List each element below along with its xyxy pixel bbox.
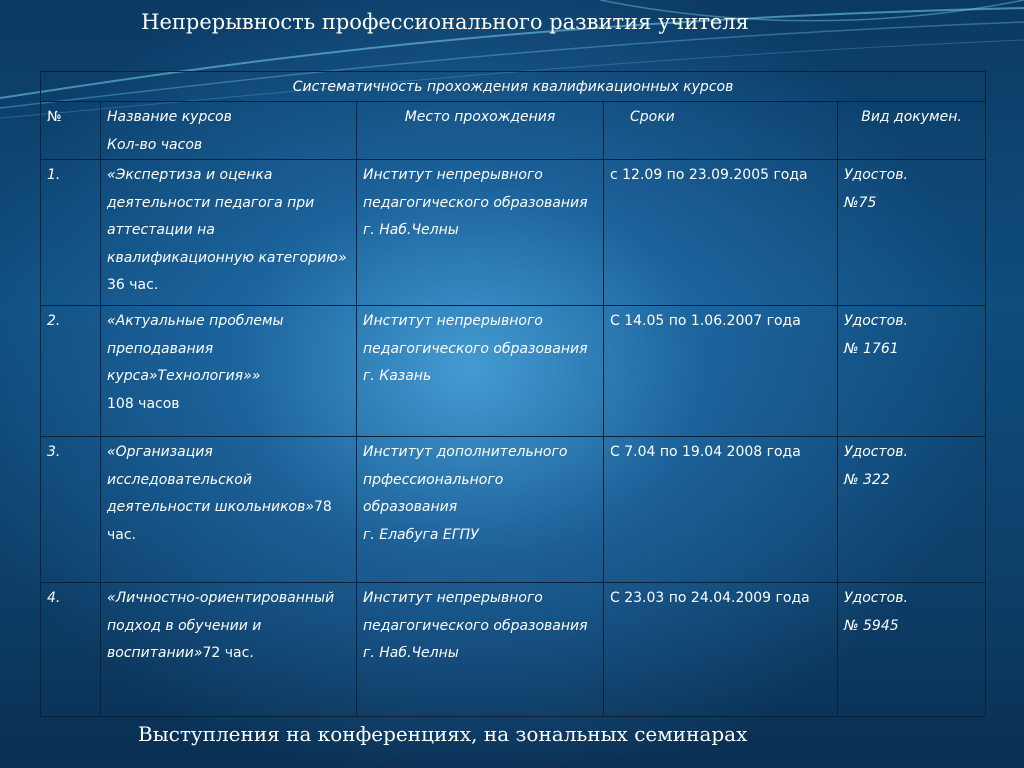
header-num: № [41, 102, 101, 160]
row-course [101, 583, 357, 717]
slide-title: Непрерывность профессионального развития учителя [141, 10, 749, 34]
row-place: Институт непрерывного педагогического образования г. Казань [357, 306, 604, 437]
table-row [41, 160, 986, 306]
row-course [101, 437, 357, 583]
row-doc: Удостов. № 5945 [838, 583, 986, 717]
header-dates: Сроки [604, 102, 838, 160]
row-dates: С 23.03 по 24.04.2009 года [604, 583, 838, 717]
row-num: 1. [41, 160, 101, 306]
row-doc: Удостов. № 322 [838, 437, 986, 583]
header-doc: Вид докумен. [838, 102, 986, 160]
row-doc: Удостов. № 1761 [838, 306, 986, 437]
course-name: «Организация исследовательской деятельности школьников» [107, 444, 314, 515]
row-course [101, 306, 357, 437]
course-name: «Личностно-ориентированный подход в обучении и воспитании» [107, 590, 335, 661]
row-num: 2. [41, 306, 101, 437]
header-place: Место прохождения [357, 102, 604, 160]
table-row [41, 306, 986, 437]
row-dates: С 7.04 по 19.04 2008 года [604, 437, 838, 583]
table-row [41, 583, 986, 717]
row-place: Институт непрерывного педагогического образования г. Наб.Челны [357, 583, 604, 717]
table-header-row [41, 102, 986, 160]
row-place: Институт непрерывного педагогического образования г. Наб.Челны [357, 160, 604, 306]
course-name: «Актуальные проблемы преподавания курса»Технология»» [107, 313, 284, 384]
course-hours: 36 час. [107, 277, 159, 293]
header-name: Название курсов Кол-во часов [101, 102, 357, 160]
table-caption: Систематичность прохождения квалификационных курсов [41, 72, 986, 102]
courses-table [40, 71, 986, 717]
row-dates: с 12.09 по 23.09.2005 года [604, 160, 838, 306]
row-dates: С 14.05 по 1.06.2007 года [604, 306, 838, 437]
course-hours: 108 часов [107, 395, 180, 412]
row-num: 4. [41, 583, 101, 717]
row-place: Институт дополнительного прфессионального образования г. Елабуга ЕГПУ [357, 437, 604, 583]
course-hours: 72 час. [202, 645, 254, 661]
table-row [41, 437, 986, 583]
row-course [101, 160, 357, 306]
course-hours: 78 час. [107, 499, 332, 543]
slide-footer: Выступления на конференциях, на зональных семинарах [138, 722, 748, 746]
course-name: «Экспертиза и оценка деятельности педагога при аттестации на квалификационную категорию» [107, 167, 347, 266]
row-doc: Удостов. №75 [838, 160, 986, 306]
row-num: 3. [41, 437, 101, 583]
